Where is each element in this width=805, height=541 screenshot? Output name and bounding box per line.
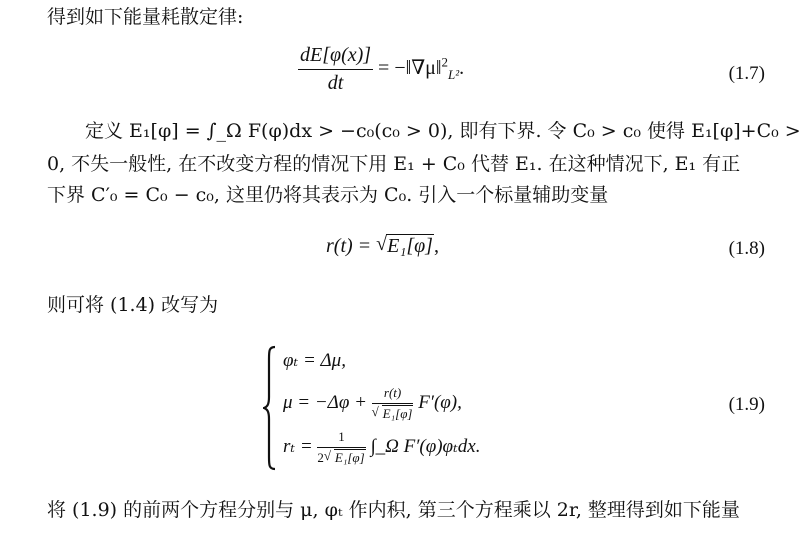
eq19-row2-numerator: r(t)	[372, 385, 414, 404]
eq19-row3-fraction	[317, 429, 365, 466]
eq17-superscript: 2	[441, 54, 449, 70]
eq19-row-1: φₜ = Δμ,	[283, 350, 346, 371]
eq17-rhs: = −‖∇μ‖	[378, 57, 442, 80]
eq19-row2-tail: F′(φ),	[418, 391, 462, 413]
eq19-row3-sqrt	[324, 450, 366, 466]
eq19-row3-denominator	[317, 448, 365, 466]
equation-1-7	[298, 44, 464, 95]
eq18-lhs: r(t) =	[326, 235, 377, 257]
intro-text: 得到如下能量耗散定律:	[47, 6, 244, 28]
equation-number-1-7: (1.7)	[728, 63, 765, 84]
eq17-denominator: dt	[327, 72, 344, 94]
eq17-numerator: dE[φ(x)]	[298, 44, 373, 70]
sqrt-icon: √	[376, 233, 388, 255]
eq19-row3-radicand: E₁[φ]	[334, 450, 365, 465]
eq19-row3-tail: ∫_Ω F′(φ)φₜdx.	[370, 435, 481, 457]
definition-line-1: 定义 E₁[φ] = ∫_Ω F(φ)dx > −c₀(c₀ > 0), 即有下界. 令 C₀ > c₀ 使得 E₁[φ]+C₀ >	[85, 120, 801, 142]
equation-1-8	[326, 235, 439, 258]
eq19-row3-lhs: rₜ =	[283, 435, 318, 457]
eq18-tail: ,	[433, 235, 439, 257]
left-brace-icon	[263, 345, 277, 471]
final-text: 将 (1.9) 的前两个方程分别与 μ, φₜ 作内积, 第三个方程乘以 2r, 整理得到如下能量	[47, 499, 740, 521]
eq19-row3-numerator: 1	[317, 429, 365, 448]
rewrite-text: 则可将 (1.4) 改写为	[47, 294, 219, 316]
eq18-radicand: E₁[φ]	[387, 235, 433, 257]
eq19-row2-sqrt	[372, 406, 414, 422]
eq17-fraction	[298, 44, 373, 95]
eq19-row2-fraction	[372, 385, 414, 422]
eq19-row2-radicand: E₁[φ]	[382, 406, 413, 421]
eq19-row-2	[283, 385, 462, 422]
eq17-subscript: L²	[448, 67, 460, 83]
eq19-row2-lhs: μ = −Δφ +	[283, 391, 372, 413]
equation-number-1-9: (1.9)	[728, 394, 765, 415]
definition-line-2: 0, 不失一般性, 在不改变方程的情况下用 E₁ + C₀ 代替 E₁. 在这种情况下, E₁ 有正	[47, 153, 741, 175]
eq19-row2-denominator	[372, 404, 414, 422]
sqrt-icon: √	[371, 404, 379, 419]
eq19-row3-den-prefix: 2	[317, 450, 324, 465]
eq17-tail: .	[459, 57, 465, 80]
equation-number-1-8: (1.8)	[728, 238, 765, 259]
eq19-row-3	[283, 429, 480, 466]
eq18-sqrt	[376, 235, 434, 258]
sqrt-icon: √	[323, 448, 332, 463]
definition-line-3: 下界 C′₀ = C₀ − c₀, 这里仍将其表示为 C₀. 引入一个标量辅助变量	[47, 184, 609, 206]
